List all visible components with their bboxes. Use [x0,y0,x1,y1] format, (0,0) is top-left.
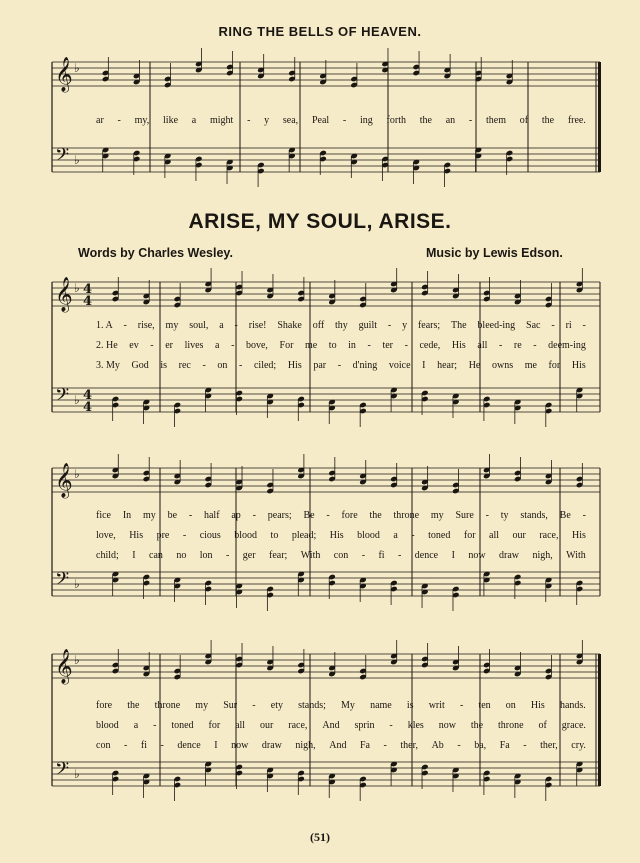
lyric-syllable: - [252,510,256,521]
lyric-syllable: 3. My [96,360,120,371]
lyric-syllable: on [505,700,516,711]
lyric-syllable: ri [565,320,572,331]
lyric-syllable: sprin [354,720,375,731]
lyric-syllable: - [582,510,586,521]
lyric-syllable: Be [303,510,315,521]
lyric-syllable: me [524,360,537,371]
lyric-syllable: me [305,340,318,351]
lyric-syllable: all [235,720,246,731]
lyric-syllable: His [451,340,466,351]
lyric-syllable: pre [156,530,170,541]
lyric-syllable: my [142,510,156,521]
lyric-syllable: cry. [571,740,586,751]
lyric-syllable: con [96,740,111,751]
flat-icon: ♭ [74,467,80,481]
lyric-syllable: fore [341,510,358,521]
lyric-syllable: rise, [137,320,155,331]
lyric-syllable: fice [96,510,111,521]
lyric-syllable: lon [199,550,213,561]
lyric-syllable: for [208,720,221,731]
time-signature: 4 [83,400,93,415]
page-number: (51) [310,830,330,844]
lyric-syllable: love, [96,530,116,541]
lyric-syllable: d'ning [352,360,378,371]
lyric-syllable: - [225,550,230,561]
lyric-syllable: of [538,720,547,731]
lyric-syllable: - [150,340,154,351]
treble-clef-icon: 𝄞 [55,649,73,684]
lyric-syllable: ety [270,700,283,711]
lyric-syllable: now [231,740,249,751]
lyric-syllable: race, [539,530,559,541]
lyric-syllable: no [176,550,187,561]
bass-clef-icon: 𝄢 [55,385,70,410]
bass-clef-icon: 𝄢 [55,569,70,594]
lyric-syllable: - [551,320,555,331]
lyric-syllable: a [215,340,220,351]
lyric-syllable: voice [388,360,411,371]
lyric-syllable: God [131,360,149,371]
lyric-syllable: dence [177,740,201,751]
lyric-syllable: His [287,360,302,371]
lyric-syllable: a [219,320,224,331]
lyric-syllable: ter [382,340,393,351]
lyric-syllable: our [260,720,274,731]
lyric-syllable: y [264,115,270,126]
lyric-syllable: ev [129,340,139,351]
lyric-syllable: - [123,320,127,331]
lyric-syllable: owns [491,360,514,371]
lyric-syllable: sea, [282,115,299,126]
lyric-syllable: our [512,530,526,541]
treble-clef-icon: 𝄞 [55,57,73,92]
lyric-line [96,550,586,561]
flat-icon: ♭ [74,281,80,295]
lyric-syllable: a [133,720,139,731]
final-barline [598,654,601,786]
lyric-syllable: - [387,320,392,331]
lyric-syllable: - [582,320,586,331]
flat-icon: ♭ [74,153,80,167]
bass-clef-icon: 𝄢 [55,759,70,784]
lyric-syllable: lives [184,340,204,351]
lyric-syllable: soul, [189,320,209,331]
lyric-syllable: Peal [311,115,330,126]
time-signature: 4 [83,282,93,297]
lyric-line [96,340,586,351]
lyric-syllable: them [486,115,506,126]
lyric-syllable: His [571,530,586,541]
lyric-syllable: Be [559,510,571,521]
flat-icon: ♭ [74,653,80,667]
lyric-syllable: - [367,340,371,351]
lyric-syllable: a [393,530,398,541]
lyric-syllable: can [149,550,163,561]
lyric-syllable: - [361,550,366,561]
lyric-syllable: my [195,700,209,711]
lyric-syllable: cede, [419,340,441,351]
lyric-syllable: - [182,530,187,541]
lyric-syllable: fore [96,700,113,711]
lyric-syllable: - [404,340,408,351]
lyric-line [96,530,586,541]
lyric-syllable: to [270,530,279,541]
lyric-syllable: blood [234,530,258,541]
flat-icon: ♭ [74,61,80,75]
lyric-syllable: - [123,740,128,751]
lyric-syllable: ther, [400,740,419,751]
lyric-line [96,360,586,371]
lyric-syllable: - [160,740,164,751]
lyric-syllable: - [533,340,537,351]
lyric-syllable: Sac [526,320,541,331]
lyric-syllable: is [406,700,414,711]
lyric-syllable: the [470,720,484,731]
lyric-syllable: - [153,720,157,731]
bass-clef-icon: 𝄢 [55,145,70,170]
lyric-syllable: 2. He [96,340,118,351]
lyric-syllable: ty [500,510,509,521]
lyric-syllable: 1. A [96,320,113,331]
lyric-syllable: my [430,510,444,521]
lyric-syllable: bleed-ing [477,320,516,331]
flat-icon: ♭ [74,393,80,407]
lyric-syllable: blood [96,720,119,731]
lyric-syllable: fi [140,740,147,751]
lyric-syllable: nigh, [532,550,553,561]
lyric-syllable: a [191,115,197,126]
lyric-syllable: - [457,740,461,751]
lyric-syllable: all [477,340,488,351]
lyric-syllable: fear; [268,550,288,561]
lyric-syllable: rec [178,360,191,371]
lyric-syllable: name [370,700,392,711]
music-credit: Music by Lewis Edson. [426,246,563,260]
lyric-syllable: throne [154,700,181,711]
lyric-syllable: - [252,700,256,711]
lyric-syllable: He [468,360,481,371]
lyric-syllable: I [451,550,455,561]
lyric-syllable: the [541,115,555,126]
section-title: RING THE BELLS OF HEAVEN. [218,24,422,39]
lyric-syllable: - [383,740,387,751]
lyric-syllable: child; [96,550,119,561]
lyric-syllable: the [369,510,382,521]
lyric-syllable: guilt [358,320,378,331]
lyric-syllable: rise! [248,320,267,331]
lyric-syllable: pears; [267,510,292,521]
lyric-syllable: His [571,360,586,371]
words-credit: Words by Charles Wesley. [78,246,233,260]
lyric-syllable: - [247,115,251,126]
lyric-syllable: now [438,720,456,731]
lyric-syllable: half [203,510,220,521]
lyric-syllable: fears; [417,320,441,331]
lyric-syllable: And [329,740,347,751]
treble-clef-icon: 𝄞 [55,463,73,498]
lyric-line [96,700,586,711]
lyric-syllable: race, [288,720,308,731]
lyric-syllable: thy [335,320,348,331]
lyric-syllable: - [389,720,393,731]
lyric-line [96,115,586,126]
lyric-syllable: - [117,115,121,126]
lyric-syllable: throne [393,510,420,521]
lyric-syllable: er [165,340,173,351]
lyric-line [96,720,586,731]
time-signature: 4 [83,388,93,403]
time-signature: 4 [83,294,93,309]
lyric-syllable: might [209,115,234,126]
lyric-syllable: And [322,720,340,731]
lyric-syllable: Sure [455,510,474,521]
lyric-syllable: blood [357,530,380,541]
lyric-syllable: be [167,510,178,521]
final-barline [598,62,601,172]
lyric-syllable: Fa [359,740,370,751]
lyric-syllable: my [165,320,179,331]
lyric-syllable: His [329,530,344,541]
lyric-syllable: draw [261,740,282,751]
lyric-syllable: His [129,530,144,541]
lyric-syllable: is [160,360,168,371]
lyric-syllable: - [398,550,402,561]
lyric-syllable: of [519,115,529,126]
lyric-syllable: re [513,340,522,351]
lyric-syllable: now [468,550,486,561]
flat-icon: ♭ [74,767,80,781]
lyric-syllable: I [132,550,136,561]
lyric-syllable: deem-ing [548,340,586,351]
lyric-syllable: par [313,360,327,371]
lyric-syllable: like [163,115,179,126]
lyric-syllable: ar [96,115,104,126]
lyric-syllable: on [217,360,228,371]
lyric-syllable: ap [231,510,241,521]
lyric-syllable: - [202,360,206,371]
lyric-syllable: ten [478,700,491,711]
lyric-syllable: for [463,530,476,541]
lyric-syllable: toned [428,530,451,541]
lyric-syllable: - [239,360,243,371]
lyric-syllable: an [445,115,456,126]
lyric-syllable: Shake [277,320,302,331]
lyric-line [96,510,586,521]
lyric-syllable: hands. [559,700,586,711]
lyric-syllable: Sur [223,700,238,711]
lyric-syllable: the [419,115,432,126]
lyric-syllable: - [337,360,342,371]
lyric-syllable: My [341,700,355,711]
lyric-syllable: writ [428,700,445,711]
lyric-syllable: Ab [431,740,444,751]
lyric-syllable: kles [407,720,424,731]
lyric-syllable: - [231,340,235,351]
lyric-syllable: free. [567,115,586,126]
lyric-syllable: - [411,530,415,541]
lyric-syllable: His [530,700,545,711]
lyric-syllable: Fa [499,740,510,751]
lyric-syllable: With [300,550,321,561]
lyric-syllable: forth [386,115,406,126]
lyric-syllable: With [566,550,586,561]
lyric-syllable: ciled; [253,360,277,371]
lyric-syllable: to [328,340,337,351]
lyric-syllable: y [402,320,408,331]
lyric-syllable: For [279,340,294,351]
lyric-syllable: toned [171,720,194,731]
hymn-title: ARISE, MY SOUL, ARISE. [188,210,452,233]
lyric-syllable: nigh, [295,740,316,751]
lyric-syllable: stands, [520,510,548,521]
lyric-line [96,320,586,331]
lyric-syllable: - [188,510,193,521]
lyric-syllable: con [333,550,349,561]
lyric-syllable: - [498,340,503,351]
lyric-syllable: - [326,510,330,521]
lyric-syllable: - [485,510,489,521]
lyric-syllable: draw [499,550,520,561]
lyric-syllable: - [342,115,347,126]
lyric-syllable: ger [242,550,256,561]
lyric-syllable: In [122,510,132,521]
lyric-syllable: throne [498,720,524,731]
lyric-syllable: plead; [291,530,317,541]
lyric-syllable: - [523,740,527,751]
lyric-syllable: - [468,115,473,126]
lyric-syllable: bove, [245,340,268,351]
lyric-line [96,740,586,751]
lyric-syllable: my, [134,115,150,126]
lyric-syllable: fi [378,550,385,561]
lyric-syllable: off [312,320,325,331]
lyric-syllable: in [348,340,356,351]
lyric-syllable: stands; [298,700,326,711]
lyric-syllable: cious [199,530,221,541]
lyric-syllable: - [459,700,464,711]
lyric-syllable: hear; [437,360,458,371]
flat-icon: ♭ [74,577,80,591]
lyric-syllable: all [489,530,500,541]
lyric-syllable: ther, [540,740,558,751]
lyric-syllable: dence [414,550,439,561]
lyric-syllable: I [422,360,426,371]
lyric-syllable: ing [360,115,373,126]
treble-clef-icon: 𝄞 [55,277,73,312]
lyric-syllable: ba, [474,740,487,751]
lyric-syllable: The [451,320,467,331]
lyric-syllable: for [548,360,561,371]
lyric-syllable: the [127,700,140,711]
lyric-syllable: grace. [561,720,586,731]
lyric-syllable: I [214,740,218,751]
lyric-syllable: - [234,320,238,331]
